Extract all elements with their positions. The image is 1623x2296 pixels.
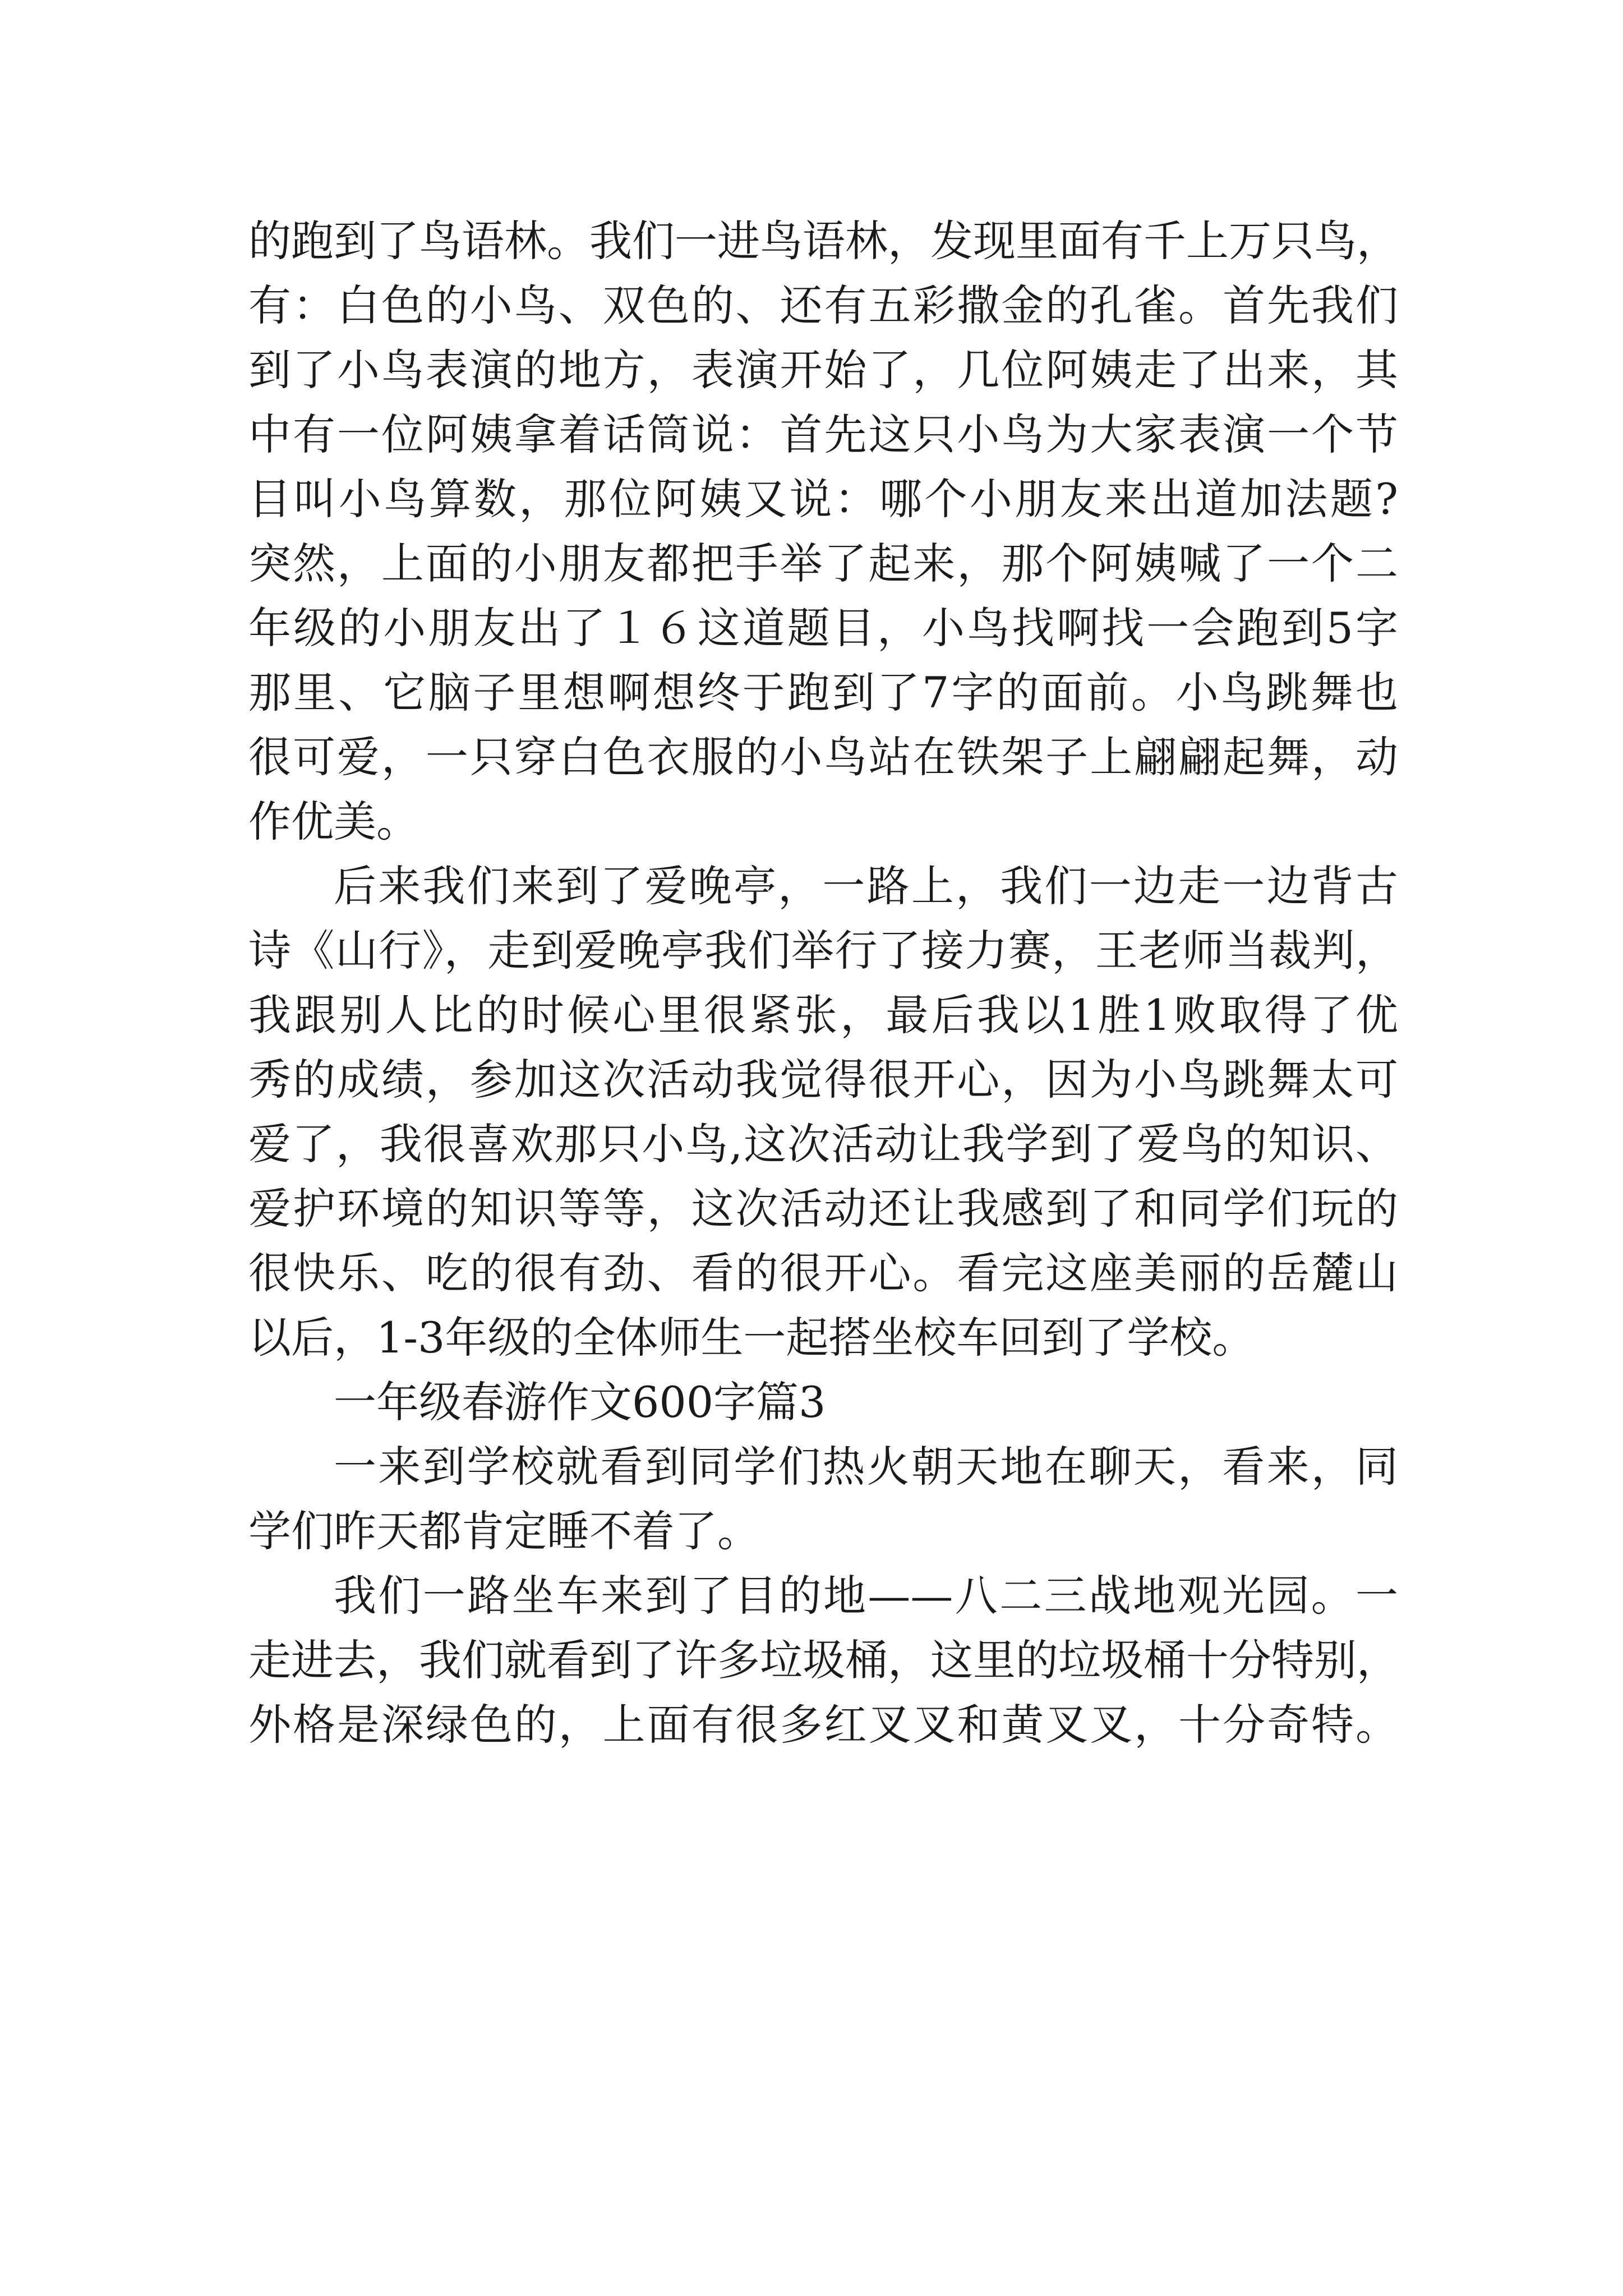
text-line: 很可爱，一只穿白色衣服的小鸟站在铁架子上翩翩起舞，动 <box>248 732 1398 782</box>
text-line: 一来到学校就看到同学们热火朝天地在聊天，看来，同 <box>334 1442 1398 1492</box>
text-line: 那里、它脑子里想啊想终于跑到了7字的面前。小鸟跳舞也 <box>248 668 1398 717</box>
text-line: 后来我们来到了爱晚亭，一路上，我们一边走一边背古 <box>334 861 1398 911</box>
text-line: 有：白色的小鸟、双色的、还有五彩撒金的孔雀。首先我们 <box>248 280 1398 330</box>
text-line: 走进去，我们就看到了许多垃圾桶，这里的垃圾桶十分特别， <box>248 1635 1399 1685</box>
section-heading: 一年级春游作文600字篇3 <box>334 1377 826 1427</box>
text-line: 学们昨天都肯定睡不着了。 <box>248 1506 760 1556</box>
text-line: 目叫小鸟算数，那位阿姨又说：哪个小朋友来出道加法题? <box>248 474 1398 524</box>
text-line: 突然，上面的小朋友都把手举了起来，那个阿姨喊了一个二 <box>248 539 1398 588</box>
text-line: 年级的小朋友出了１６这道题目，小鸟找啊找一会跑到5字 <box>248 603 1398 653</box>
text-line: 爱了，我很喜欢那只小鸟,这次活动让我学到了爱鸟的知识、 <box>248 1119 1398 1169</box>
text-line: 到了小鸟表演的地方，表演开始了，几位阿姨走了出来，其 <box>248 345 1398 395</box>
text-line: 很快乐、吃的很有劲、看的很开心。看完这座美丽的岳麓山 <box>248 1248 1398 1298</box>
text-line: 外格是深绿色的，上面有很多红叉叉和黄叉叉，十分奇特。 <box>248 1700 1398 1750</box>
text-line: 的跑到了鸟语林。我们一进鸟语林，发现里面有千上万只鸟， <box>248 216 1399 266</box>
text-line: 爱护环境的知识等等，这次活动还让我感到了和同学们玩的 <box>248 1184 1398 1234</box>
text-line: 中有一位阿姨拿着话筒说：首先这只小鸟为大家表演一个节 <box>248 409 1398 459</box>
text-line: 秀的成绩，参加这次活动我觉得很开心，因为小鸟跳舞太可 <box>248 1055 1398 1105</box>
text-line: 作优美。 <box>248 797 419 846</box>
text-line: 诗《山行》，走到爱晚亭我们举行了接力赛，王老师当裁判， <box>248 926 1398 976</box>
text-line: 我们一路坐车来到了目的地——八二三战地观光园。一 <box>334 1571 1398 1621</box>
text-line: 以后，1-3年级的全体师生一起搭坐校车回到了学校。 <box>248 1313 1255 1363</box>
text-line: 我跟别人比的时候心里很紧张，最后我以1胜1败取得了优 <box>248 990 1398 1040</box>
document-body <box>248 209 1398 1757</box>
